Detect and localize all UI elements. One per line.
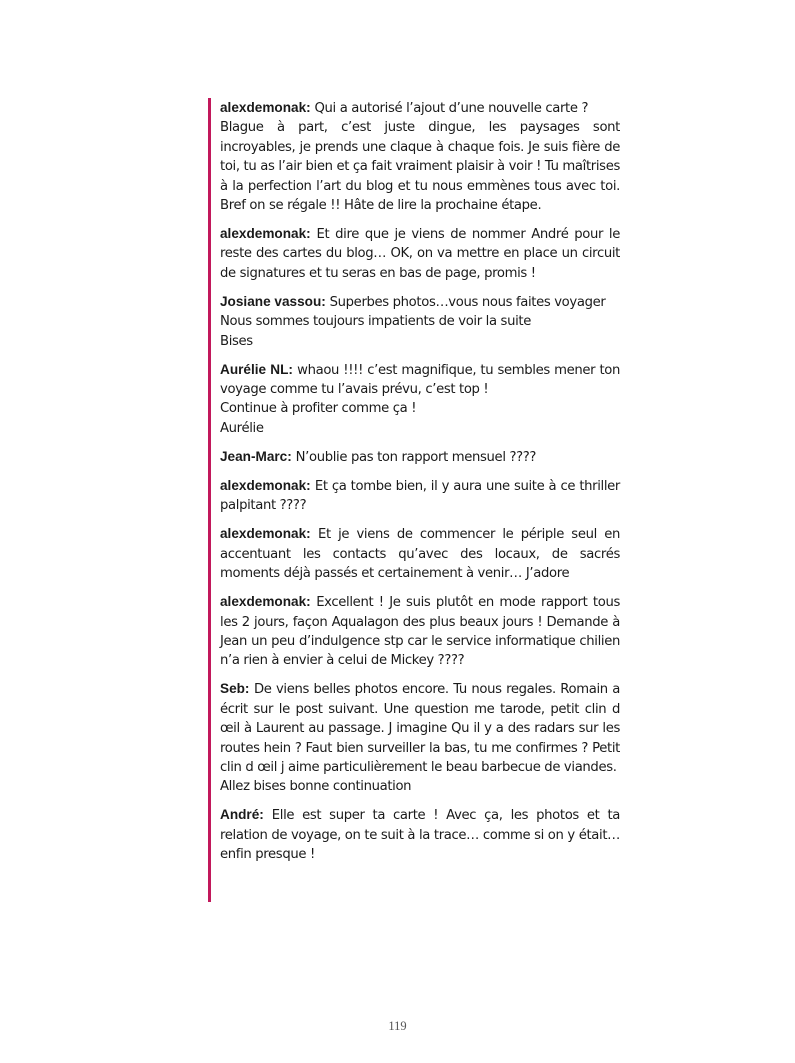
comment: [220, 805, 620, 864]
comment-text: Aurélie: [220, 420, 264, 436]
comment-author: Josiane vassou:: [220, 293, 326, 309]
comment-text: Blague à part, c’est juste dingue, les paysages sont incroyables, je prends une claque à chaque fois. Je suis fière de toi, tu as l’air bien et ça fait vraiment plaisir à voir ! Tu maîtrises à la perfection l’art du blog et tu nous emmènes tous avec toi. Bref on se régale !! Hâte de lire la prochaine étape.: [220, 120, 620, 214]
comment-line: [220, 679, 620, 777]
page-number: 119: [388, 1019, 407, 1033]
comment-text: Nous sommes toujours impatients de voir la suite: [220, 314, 531, 330]
comment: [220, 224, 620, 283]
comment-text: De viens belles photos encore. Tu nous regales. Romain a écrit sur le post suivant. Une question me tarode, petit clin d œil à Laurent au passage. J imagine Qu il y a des radars sur les routes hein ? Faut bien surveiller la bas, tu me confirmes ? Petit clin d œil j aime particulièrement le beau barbecue de viandes.: [220, 682, 620, 775]
comment: [220, 679, 620, 796]
comment-text: Elle est super ta carte ! Avec ça, les photos et ta relation de voyage, on te suit à la trace… comme si on y était… enfin presque !: [220, 808, 621, 863]
comment-text: Qui a autorisé l’ajout d’une nouvelle carte ?: [314, 101, 589, 116]
comment-text: Superbes photos…vous nous faites voyager: [329, 294, 606, 310]
comment-author: alexdemonak:: [220, 477, 311, 493]
comment-text: Et ça tombe bien, il y aura une suite à ce thriller palpitant ????: [220, 478, 620, 514]
comment: [220, 447, 620, 467]
comment-text: Bises: [220, 333, 253, 349]
comment-text: Allez bises bonne continuation: [220, 779, 412, 795]
comment: [220, 360, 620, 439]
comment-author: alexdemonak:: [220, 226, 311, 242]
comment-author: alexdemonak:: [220, 526, 311, 542]
comment: [220, 524, 620, 583]
comment-list: [208, 98, 620, 902]
comment-author: alexdemonak:: [220, 100, 311, 115]
comment-line: [220, 292, 620, 312]
comment-text: Et je viens de commencer le périple seul en accentuant les contacts qu’avec des locaux, de sacrés moments déjà passés et certainement à venir… J’adore: [220, 527, 620, 582]
comment-author: Jean-Marc:: [220, 448, 292, 464]
comment-author: André:: [220, 807, 264, 823]
comment: [220, 292, 620, 351]
comment-text: whaou !!!! c’est magnifique, tu sembles mener ton voyage comme tu l’avais prévu, c’est top !: [220, 362, 620, 398]
comment: [220, 592, 620, 671]
comment-author: alexdemonak:: [220, 594, 311, 610]
comment-text: Continue à profiter comme ça !: [220, 401, 417, 417]
comment-line: [220, 360, 620, 400]
comment-text: Et dire que je viens de nommer André pour le reste des cartes du blog… OK, on va mettre en place un circuit de signatures et tu seras en bas de page, promis !: [220, 227, 621, 281]
comment: [220, 476, 620, 516]
comment-author: Aurélie NL:: [220, 361, 293, 377]
comment-line: [220, 98, 620, 118]
comment-text: N’oublie pas ton rapport mensuel ????: [295, 449, 537, 465]
comment-author: Seb:: [220, 681, 250, 697]
comment-text: Excellent ! Je suis plutôt en mode rapport tous les 2 jours, façon Aqualagon des plus beaux jours ! Demande à Jean un peu d’indulgence stp car le service informatique chilien n’a rien à envier à celui de Mickey ????: [220, 595, 620, 669]
comment: [220, 98, 620, 215]
